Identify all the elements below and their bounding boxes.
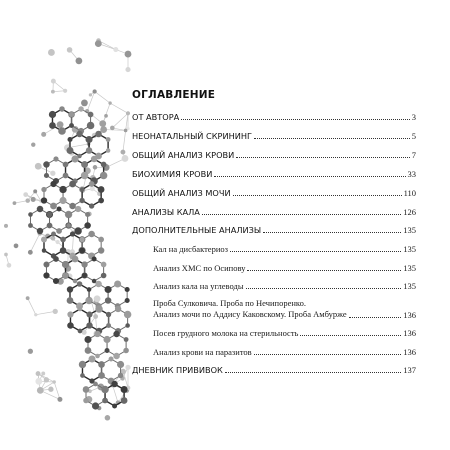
toc-entry-page: 110 [403, 188, 416, 198]
toc-entry-title-line2: Анализ мочи по Аддису Каковскому. Проба Амбурже [153, 309, 347, 319]
toc-entry-vaccination-diary[interactable] [132, 365, 416, 379]
toc-entry-title: АНАЛИЗЫ КАЛА [132, 207, 200, 217]
toc-entry-stool-tests[interactable] [132, 207, 416, 221]
toc-subentry-blood-parasites[interactable] [153, 347, 416, 361]
toc-subentry-urine-samples[interactable] [153, 296, 416, 320]
toc-entry-title: ДНЕВНИК ПРИВИВОК [132, 365, 223, 375]
toc-leader-dots [214, 175, 405, 177]
toc-entry-title: Посев грудного молока на стерильность [153, 328, 299, 338]
toc-leader-dots [233, 194, 402, 196]
toc-leader-dots [246, 287, 402, 289]
toc-entry-title: ОБЩИЙ АНАЛИЗ МОЧИ [132, 188, 231, 198]
toc-leader-dots [254, 137, 410, 139]
toc-leader-dots [349, 316, 402, 318]
toc-entry-page: 3 [411, 112, 416, 122]
toc-subentry-hms-osipov[interactable] [153, 263, 416, 277]
toc-heading: ОГЛАВЛЕНИЕ [132, 89, 216, 101]
toc-entry-title: Анализ крови на паразитов [153, 347, 252, 357]
toc-entry-urine-test[interactable] [132, 188, 416, 202]
toc-leader-dots [202, 213, 401, 215]
toc-entry-page: 33 [407, 169, 416, 179]
toc-entry-page: 7 [411, 150, 416, 160]
toc-entry-page: 136 [403, 328, 416, 338]
toc-entry-title-line1: Проба Сулковича. Проба по Нечипоренко. [153, 298, 306, 308]
toc-leader-dots [300, 334, 401, 336]
toc-leader-dots [181, 118, 409, 120]
toc-leader-dots [254, 353, 402, 355]
toc-leader-dots [247, 269, 401, 271]
toc-entry-title: НЕОНАТАЛЬНЫЙ СКРИНИНГ [132, 131, 253, 141]
toc-entry-page: 136 [403, 347, 416, 357]
toc-entry-blood-test[interactable] [132, 150, 416, 164]
toc-entry-page: 137 [403, 365, 416, 375]
toc-entry-neonatal-screening[interactable] [132, 131, 416, 145]
toc-leader-dots [225, 371, 401, 373]
toc-entry-title: Анализ кала на углеводы [153, 281, 244, 291]
toc-entry-title: Кал на дисбактериоз [153, 244, 228, 254]
toc-entry-page: 135 [403, 281, 416, 291]
toc-entry-title: БИОХИМИЯ КРОВИ [132, 169, 213, 179]
toc-leader-dots [236, 156, 409, 158]
toc-leader-dots [263, 231, 401, 233]
toc-entry-page: 5 [411, 131, 416, 141]
toc-entry-title [153, 298, 347, 320]
toc-subentry-breast-milk-culture[interactable] [153, 328, 416, 342]
toc-entry-page: 135 [403, 263, 416, 273]
toc-subentry-stool-carbohydrates[interactable] [153, 281, 416, 295]
toc-subentry-dysbacteriosis[interactable] [153, 244, 416, 258]
toc-leader-dots [230, 250, 401, 252]
toc-entry-title: ОБЩИЙ АНАЛИЗ КРОВИ [132, 150, 235, 160]
toc-entry-biochemistry[interactable] [132, 169, 416, 183]
toc-entry-page: 135 [403, 225, 416, 235]
toc-entry-page: 126 [403, 207, 416, 217]
toc-entry-title: ДОПОЛНИТЕЛЬНЫЕ АНАЛИЗЫ [132, 225, 262, 235]
toc-entry-from-author[interactable] [132, 112, 416, 126]
toc-entry-page: 135 [403, 244, 416, 254]
toc-entry-title: Анализ ХМС по Осипову [153, 263, 246, 273]
toc-entry-page: 136 [403, 310, 416, 320]
toc-entry-additional-tests[interactable] [132, 225, 416, 239]
toc-entry-title: ОТ АВТОРА [132, 112, 180, 122]
